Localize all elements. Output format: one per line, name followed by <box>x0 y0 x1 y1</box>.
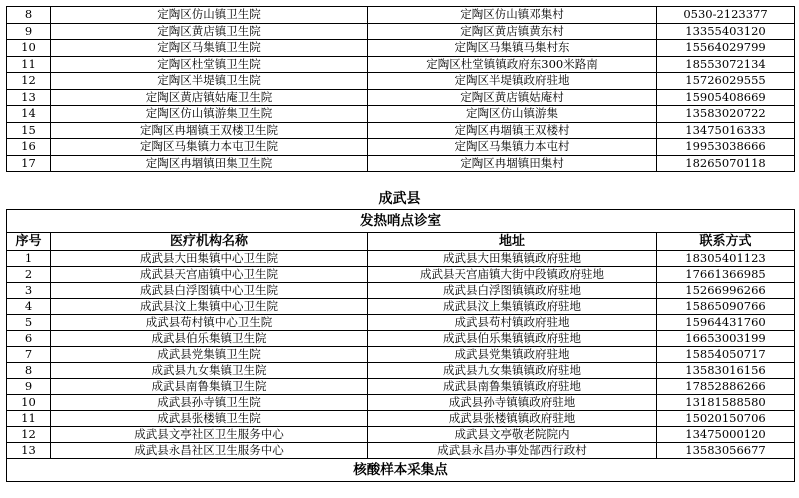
cell-phone: 15905408669 <box>657 89 795 106</box>
table-row <box>7 251 795 267</box>
cell-name: 成武县党集镇卫生院 <box>51 347 368 363</box>
cell-name: 成武县汶上集镇中心卫生院 <box>51 299 368 315</box>
cell-no: 7 <box>7 347 51 363</box>
cell-phone: 18305401123 <box>657 251 795 267</box>
table-row <box>7 331 795 347</box>
cell-address: 定陶区冉堌镇田集村 <box>368 155 657 172</box>
cell-phone: 18265070118 <box>657 155 795 172</box>
cell-name: 成武县伯乐集镇卫生院 <box>51 331 368 347</box>
header-address: 地址 <box>368 233 657 251</box>
cell-phone: 16653003199 <box>657 331 795 347</box>
cell-no: 10 <box>7 40 51 57</box>
table-row <box>7 122 795 139</box>
cell-name: 定陶区仿山镇卫生院 <box>51 7 368 24</box>
table-row <box>7 23 795 40</box>
cell-name: 成武县白浮图镇中心卫生院 <box>51 283 368 299</box>
table-row <box>7 40 795 57</box>
table-row <box>7 283 795 299</box>
cell-phone: 17852886266 <box>657 379 795 395</box>
header-no: 序号 <box>7 233 51 251</box>
cell-phone: 15865090766 <box>657 299 795 315</box>
cell-address: 成武县孙寺镇镇政府驻地 <box>368 395 657 411</box>
cell-phone: 15020150706 <box>657 411 795 427</box>
section-row-sampling <box>7 459 795 482</box>
section-title-fever-clinic: 发热哨点诊室 <box>7 210 795 233</box>
section-row-fever-clinic <box>7 210 795 233</box>
table-row <box>7 347 795 363</box>
cell-phone: 13475016333 <box>657 122 795 139</box>
cell-address: 成武县大田集镇镇政府驻地 <box>368 251 657 267</box>
cell-name: 定陶区冉堌镇田集卫生院 <box>51 155 368 172</box>
cell-phone: 15964431760 <box>657 315 795 331</box>
cell-no: 8 <box>7 7 51 24</box>
chengwu-footer <box>7 459 795 482</box>
cell-name: 定陶区黄店镇卫生院 <box>51 23 368 40</box>
cell-phone: 13583016156 <box>657 363 795 379</box>
table-row <box>7 267 795 283</box>
cell-no: 17 <box>7 155 51 172</box>
cell-name: 定陶区马集镇力本屯卫生院 <box>51 139 368 156</box>
cell-address: 定陶区冉堌镇王双楼村 <box>368 122 657 139</box>
cell-no: 11 <box>7 411 51 427</box>
table-row <box>7 106 795 123</box>
cell-phone: 13583020722 <box>657 106 795 123</box>
cell-address: 定陶区黄店镇姑庵村 <box>368 89 657 106</box>
cell-no: 14 <box>7 106 51 123</box>
table-row <box>7 411 795 427</box>
cell-phone: 15266996266 <box>657 283 795 299</box>
cell-address: 成武县苟村镇政府驻地 <box>368 315 657 331</box>
cell-no: 3 <box>7 283 51 299</box>
cell-name: 成武县南鲁集镇卫生院 <box>51 379 368 395</box>
cell-phone: 18553072134 <box>657 56 795 73</box>
county-title: 成武县 <box>378 191 421 207</box>
chengwu-rows <box>7 251 795 459</box>
table-row <box>7 155 795 172</box>
cell-name: 成武县张楼镇卫生院 <box>51 411 368 427</box>
cell-name: 成武县永昌社区卫生服务中心 <box>51 443 368 459</box>
cell-no: 8 <box>7 363 51 379</box>
dingtao-table <box>6 6 795 172</box>
cell-name: 成武县苟村镇中心卫生院 <box>51 315 368 331</box>
cell-address: 定陶区仿山镇邓集村 <box>368 7 657 24</box>
cell-no: 16 <box>7 139 51 156</box>
cell-phone: 17661366985 <box>657 267 795 283</box>
cell-name: 成武县九女集镇卫生院 <box>51 363 368 379</box>
cell-name: 定陶区杜堂镇卫生院 <box>51 56 368 73</box>
cell-no: 13 <box>7 89 51 106</box>
cell-phone: 13583056677 <box>657 443 795 459</box>
table-row <box>7 379 795 395</box>
cell-phone: 19953038666 <box>657 139 795 156</box>
cell-address: 成武县南鲁集镇镇政府驻地 <box>368 379 657 395</box>
cell-name: 定陶区黄店镇姑庵卫生院 <box>51 89 368 106</box>
header-phone: 联系方式 <box>657 233 795 251</box>
cell-address: 成武县天宫庙镇大街中段镇政府驻地 <box>368 267 657 283</box>
table-row <box>7 73 795 90</box>
cell-no: 10 <box>7 395 51 411</box>
cell-address: 定陶区黄店镇黄东村 <box>368 23 657 40</box>
cell-address: 成武县文亭敬老院院内 <box>368 427 657 443</box>
cell-name: 定陶区马集镇卫生院 <box>51 40 368 57</box>
header-name: 医疗机构名称 <box>51 233 368 251</box>
table-row <box>7 363 795 379</box>
cell-address: 成武县汶上集镇镇政府驻地 <box>368 299 657 315</box>
cell-address: 定陶区杜堂镇镇政府东300米路南 <box>368 56 657 73</box>
cell-phone: 15854050717 <box>657 347 795 363</box>
chengwu-table <box>6 209 795 482</box>
table-row <box>7 299 795 315</box>
cell-name: 定陶区半堤镇卫生院 <box>51 73 368 90</box>
cell-no: 11 <box>7 56 51 73</box>
cell-address: 成武县九女集镇镇政府驻地 <box>368 363 657 379</box>
cell-name: 成武县孙寺镇卫生院 <box>51 395 368 411</box>
header-row <box>7 233 795 251</box>
table-row <box>7 315 795 331</box>
cell-phone: 15726029555 <box>657 73 795 90</box>
chengwu-table-body <box>7 210 795 251</box>
section-title-sampling: 核酸样本采集点 <box>7 459 795 482</box>
cell-phone: 13355403120 <box>657 23 795 40</box>
cell-name: 定陶区仿山镇游集卫生院 <box>51 106 368 123</box>
cell-address: 定陶区半堤镇政府驻地 <box>368 73 657 90</box>
cell-address: 定陶区仿山镇游集 <box>368 106 657 123</box>
table-row <box>7 443 795 459</box>
cell-address: 成武县伯乐集镇镇政府驻地 <box>368 331 657 347</box>
cell-no: 12 <box>7 73 51 90</box>
cell-no: 5 <box>7 315 51 331</box>
cell-no: 13 <box>7 443 51 459</box>
table-row <box>7 89 795 106</box>
cell-phone: 0530-2123377 <box>657 7 795 24</box>
cell-address: 成武县张楼镇镇政府驻地 <box>368 411 657 427</box>
cell-phone: 13475000120 <box>657 427 795 443</box>
cell-no: 9 <box>7 23 51 40</box>
cell-address: 成武县白浮图镇镇政府驻地 <box>368 283 657 299</box>
cell-address: 定陶区马集镇马集村东 <box>368 40 657 57</box>
cell-no: 2 <box>7 267 51 283</box>
cell-name: 定陶区冉堌镇王双楼卫生院 <box>51 122 368 139</box>
table-row <box>7 7 795 24</box>
cell-name: 成武县天宫庙镇中心卫生院 <box>51 267 368 283</box>
cell-no: 12 <box>7 427 51 443</box>
cell-phone: 15564029799 <box>657 40 795 57</box>
cell-phone: 13181588580 <box>657 395 795 411</box>
cell-name: 成武县文亭社区卫生服务中心 <box>51 427 368 443</box>
cell-no: 6 <box>7 331 51 347</box>
cell-address: 成武县党集镇政府驻地 <box>368 347 657 363</box>
table-row <box>7 139 795 156</box>
dingtao-table-body <box>7 7 795 172</box>
table-row <box>7 395 795 411</box>
cell-no: 4 <box>7 299 51 315</box>
cell-address: 定陶区马集镇力本屯村 <box>368 139 657 156</box>
table-row <box>7 427 795 443</box>
cell-address: 成武县永昌办事处郜西行政村 <box>368 443 657 459</box>
cell-no: 15 <box>7 122 51 139</box>
cell-no: 1 <box>7 251 51 267</box>
table-row <box>7 56 795 73</box>
cell-name: 成武县大田集镇中心卫生院 <box>51 251 368 267</box>
cell-no: 9 <box>7 379 51 395</box>
